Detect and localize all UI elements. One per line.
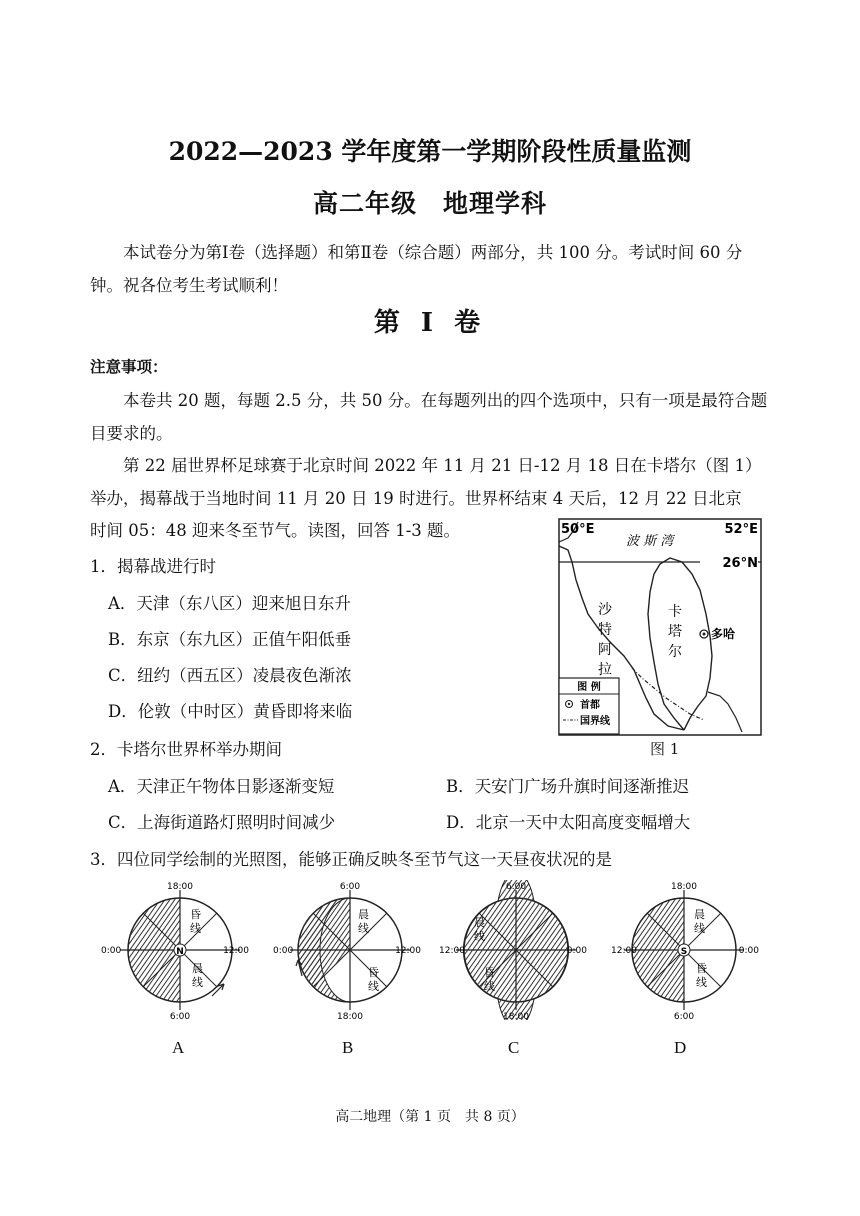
lon-right-label: 52°E: [724, 522, 758, 537]
q2-option-c[interactable]: C．上海街道路灯照明时间减少: [108, 813, 336, 832]
diagram-c-label-3: 昏: [484, 966, 495, 979]
diagram-c: [438, 880, 588, 1020]
intro-paragraph: 本试卷分为第Ⅰ卷（选择题）和第Ⅱ卷（综合题）两部分，共 100 分。考试时间 60 分钟。祝各位考生考试顺利！: [90, 243, 743, 295]
diagram-c-label-2: 线: [474, 930, 485, 943]
q1-option-c[interactable]: C．纽约（西五区）凌晨夜色渐浓: [108, 666, 352, 685]
diagram-a-label-3: 晨: [192, 962, 203, 975]
q1-option-a[interactable]: A．天津（东八区）迎来旭日东升: [108, 594, 351, 613]
q3-option-b[interactable]: B: [342, 1038, 354, 1057]
lat-label: 26°N: [722, 556, 758, 571]
diagram-b-top: 6:00: [339, 882, 361, 892]
diagram-b-left: 0:00: [273, 946, 294, 956]
diagram-c-top: 6:00: [505, 882, 527, 892]
section-title: 第 Ⅰ 卷: [373, 308, 487, 338]
stem-line-2: 举办，揭幕战于当地时间 11 月 20 日 19 时进行。世界杯结束 4 天后，12 月 22 日北京: [90, 489, 742, 508]
question-3-stem: 3．四位同学绘制的光照图，能够正确反映冬至节气这一天昼夜状况的是: [90, 850, 612, 869]
diagram-b: [272, 880, 422, 1020]
notice-heading: 注意事项：: [90, 358, 168, 376]
diagram-c-bottom: 18:00: [503, 1012, 529, 1020]
diagram-d-top: 18:00: [671, 882, 697, 892]
stem-line-1: 第 22 届世界杯足球赛于北京时间 2022 年 11 月 21 日-12 月 18 日在卡塔尔（图 1）: [123, 456, 762, 475]
saudi-label-1: 沙: [598, 602, 612, 618]
q1-option-d[interactable]: D．伦敦（中时区）黄昏即将来临: [108, 702, 353, 721]
exam-subtitle: 高二年级 地理学科: [312, 189, 547, 218]
legend-border: 国界线: [580, 716, 610, 727]
diagram-b-label-3: 昏: [368, 966, 379, 979]
q3-option-d[interactable]: D: [674, 1038, 687, 1057]
exam-title: 2022—2023 学年度第一学期阶段性质量监测: [168, 137, 692, 166]
diagram-d-label-4: 线: [696, 976, 707, 989]
diagram-a-pole: N: [176, 947, 184, 957]
q1-option-b[interactable]: B．东京（东九区）正值午阳低垂: [108, 630, 352, 649]
legend-title: 图 例: [577, 682, 601, 693]
diagram-d-right: 0:00: [738, 946, 759, 956]
diagram-a-label-2: 线: [190, 922, 201, 935]
qatar-label-1: 卡: [668, 604, 682, 620]
saudi-label-3: 阿: [598, 642, 612, 658]
diagram-a-bottom: 6:00: [169, 1012, 191, 1020]
saudi-label-2: 特: [598, 622, 612, 638]
diagram-a-label-1: 昏: [190, 908, 201, 921]
diagram-a-top: 18:00: [167, 882, 193, 892]
diagram-d: [610, 880, 760, 1020]
diagram-d-label-1: 晨: [694, 908, 705, 921]
diagram-b-label-1: 晨: [358, 908, 369, 921]
diagram-a-right: 12:00: [223, 946, 249, 956]
saudi-label-4: 拉: [598, 662, 612, 678]
legend-capital: 首都: [580, 700, 600, 711]
question-1-stem: 1．揭幕战进行时: [90, 557, 216, 576]
diagram-b-label-4: 线: [368, 980, 379, 993]
diagram-c-label-4: 线: [484, 980, 495, 993]
diagram-b-label-2: 线: [358, 922, 369, 935]
diagram-a-left: 0:00: [101, 946, 122, 956]
q2-option-d[interactable]: D．北京一天中太阳高度变幅增大: [446, 813, 691, 832]
stem-line-3: 时间 05：48 迎来冬至节气。读图，回答 1-3 题。: [90, 521, 461, 540]
q3-option-a[interactable]: A: [172, 1038, 185, 1057]
gulf-label: 波 斯 湾: [626, 534, 674, 549]
qatar-map: [558, 518, 762, 736]
diagram-b-right: 12:00: [395, 946, 421, 956]
diagram-d-bottom: 6:00: [673, 1012, 695, 1020]
diagram-d-left: 12:00: [611, 946, 637, 956]
q2-option-a[interactable]: A．天津正午物体日影逐渐变短: [108, 777, 335, 796]
page-footer: 高二地理（第 1 页 共 8 页）: [335, 1109, 525, 1125]
question-2-stem: 2．卡塔尔世界杯举办期间: [90, 740, 282, 759]
diagram-d-pole: S: [680, 947, 688, 957]
qatar-label-2: 塔: [668, 624, 682, 640]
diagram-c-right: 0:00: [566, 946, 587, 956]
diagram-d-label-3: 昏: [696, 962, 707, 975]
diagram-a-label-4: 线: [192, 976, 203, 989]
capital-label: 多哈: [711, 627, 736, 641]
q2-option-b[interactable]: B．天安门广场升旗时间逐渐推迟: [446, 777, 690, 796]
notice-text: 本卷共 20 题，每题 2.5 分，共 50 分。在每题列出的四个选项中，只有一项是最符合题目要求的。: [90, 391, 768, 443]
diagram-a: [100, 880, 250, 1020]
qatar-label-3: 尔: [668, 644, 682, 660]
map-caption: 图 1: [650, 740, 680, 758]
diagram-c-label-1: 晨: [474, 916, 485, 929]
diagram-b-bottom: 18:00: [337, 1012, 363, 1020]
lon-left-label: 50°E: [561, 522, 595, 537]
diagram-d-label-2: 线: [694, 922, 705, 935]
diagram-c-left: 12:00: [439, 946, 465, 956]
q3-option-c[interactable]: C: [508, 1038, 520, 1057]
